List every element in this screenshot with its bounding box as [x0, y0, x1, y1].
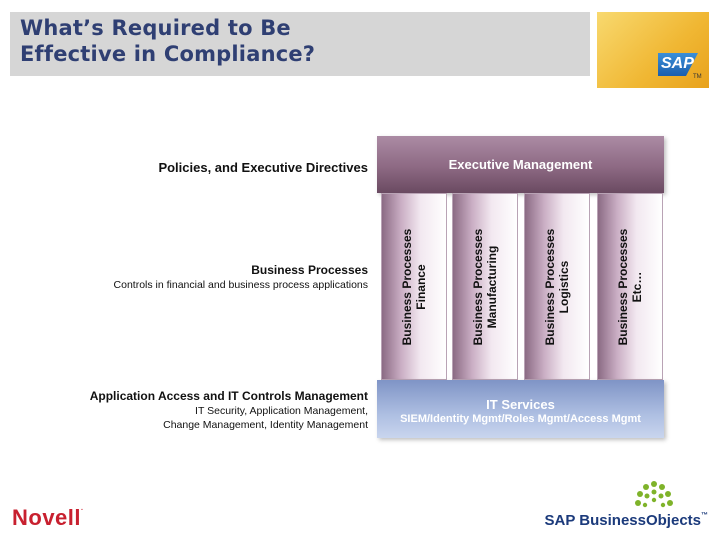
- column-label: [400, 197, 428, 377]
- it-services-title: IT Services: [486, 397, 555, 412]
- column-label: [543, 197, 571, 377]
- policies-label: Policies, and Executive Directives: [158, 160, 368, 175]
- column-label-line2: Logistics: [557, 260, 571, 313]
- column-label-line2: Manufacturing: [485, 245, 499, 328]
- column-label: [616, 197, 644, 377]
- column-etc: [597, 193, 663, 380]
- novell-logo-text: Novell: [12, 505, 82, 530]
- business-processes-sublabel: Controls in financial and business process applications: [113, 279, 368, 291]
- novell-logo: [12, 505, 83, 531]
- column-logistics: [524, 193, 590, 380]
- column-label: [471, 197, 499, 377]
- business-objects-logo-text: [545, 512, 708, 529]
- app-access-sublabel-2: Change Management, Identity Management: [163, 419, 368, 431]
- it-services-subtitle: SIEM/Identity Mgmt/Roles Mgmt/Access Mgmt: [400, 413, 641, 425]
- column-label-line1: Business Processes: [471, 228, 485, 345]
- title-line-1: What’s Required to Be: [20, 16, 291, 40]
- sap-logo-text: SAP: [661, 55, 694, 72]
- bo-tm: ™: [701, 512, 708, 519]
- sap-tm: TM: [693, 74, 702, 80]
- column-label-line2: Etc…: [630, 271, 644, 302]
- app-access-label: Application Access and IT Controls Management: [89, 389, 368, 403]
- slide-title: [20, 15, 580, 67]
- column-label-line1: Business Processes: [543, 228, 557, 345]
- title-line-2: Effective in Compliance?: [20, 42, 316, 66]
- column-label-line1: Business Processes: [616, 228, 630, 345]
- business-processes-label: Business Processes: [251, 263, 368, 277]
- novell-logo-mark: .: [81, 505, 84, 512]
- column-label-line2: Finance: [414, 263, 428, 310]
- executive-management-label: Executive Management: [448, 157, 593, 172]
- column-finance: [381, 193, 447, 380]
- bo-text: SAP BusinessObjects: [544, 512, 701, 529]
- app-access-sublabel-1: IT Security, Application Management,: [195, 405, 368, 417]
- column-manufacturing: [452, 193, 518, 380]
- column-label-line1: Business Processes: [400, 228, 414, 345]
